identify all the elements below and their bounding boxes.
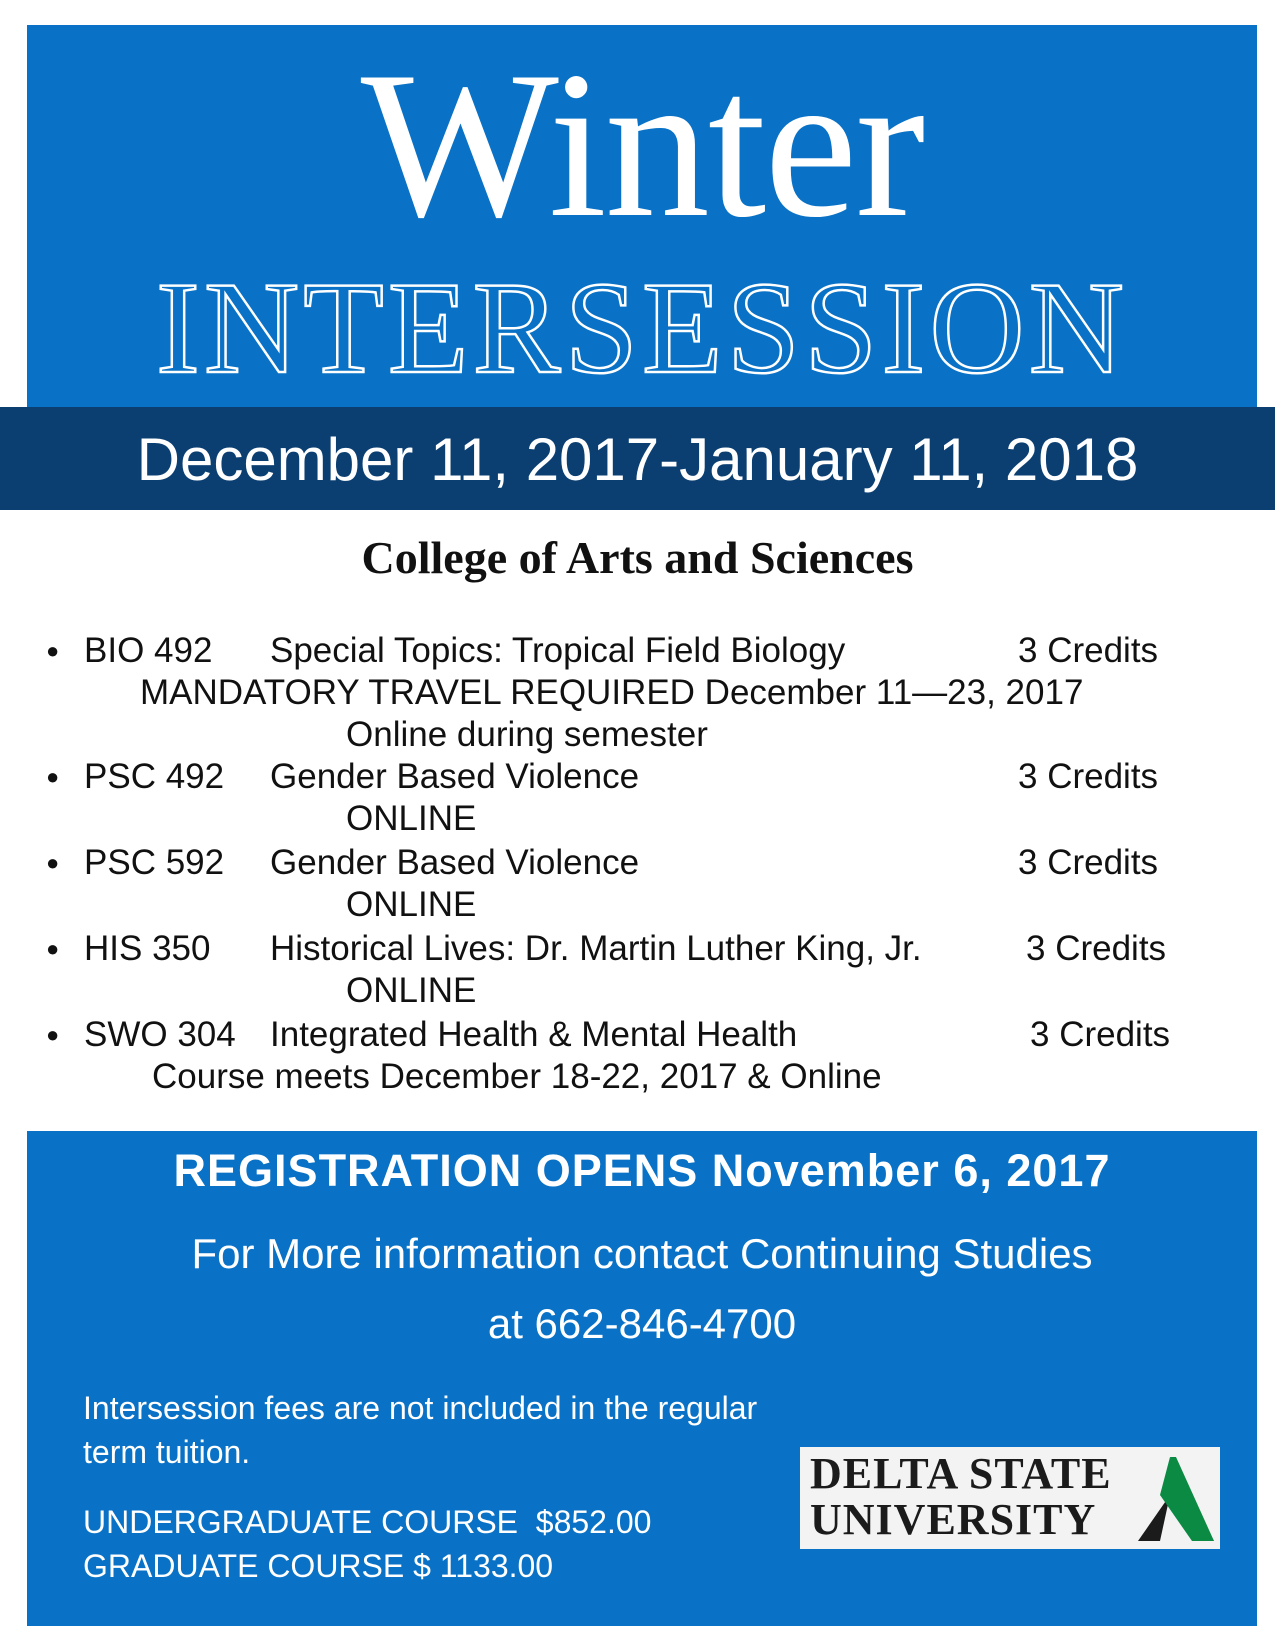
- contact-phone: at 662-846-4700: [487, 1300, 797, 1347]
- list-item: [0, 842, 1275, 884]
- title-winter: Winter: [360, 29, 924, 261]
- course-note: Course meets December 18-22, 2017 & Online: [152, 1057, 882, 1096]
- course-note: ONLINE: [346, 885, 477, 924]
- course-title: Gender Based Violence: [270, 757, 640, 796]
- course-code: SWO 304: [84, 1015, 236, 1054]
- course-credits: 3 Credits: [1018, 757, 1159, 796]
- college-heading: College of Arts and Sciences: [361, 532, 914, 583]
- list-item: [0, 1014, 1275, 1056]
- course-code: HIS 350: [84, 929, 211, 968]
- course-credits: 3 Credits: [1018, 631, 1159, 670]
- fees-note: Intersession fees are not included in the regular term tuition.: [83, 1390, 758, 1470]
- list-item: [0, 630, 1275, 672]
- course-code: BIO 492: [84, 631, 213, 670]
- course-title: Gender Based Violence: [270, 843, 640, 882]
- undergraduate-fee: UNDERGRADUATE COURSE $852.00: [83, 1504, 652, 1540]
- course-credits: 3 Credits: [1026, 929, 1167, 968]
- registration-panel: [27, 1131, 1257, 1626]
- course-credits: 3 Credits: [1018, 843, 1159, 882]
- bullet-icon: ●: [46, 1022, 60, 1047]
- title-banner: [27, 25, 1257, 407]
- bullet-icon: ●: [46, 764, 60, 789]
- course-note: Online during semester: [346, 715, 708, 754]
- session-dates: December 11, 2017-January 11, 2018: [136, 426, 1139, 493]
- dates-band: [0, 407, 1275, 510]
- logo-text-line2: UNIVERSITY: [810, 1495, 1097, 1544]
- course-title: Integrated Health & Mental Health: [270, 1015, 798, 1054]
- registration-headline: REGISTRATION OPENS November 6, 2017: [173, 1145, 1111, 1196]
- bullet-icon: ●: [46, 850, 60, 875]
- course-note: ONLINE: [346, 971, 477, 1010]
- course-title: Special Topics: Tropical Field Biology: [270, 631, 846, 670]
- course-code: PSC 492: [84, 757, 225, 796]
- graduate-fee: GRADUATE COURSE $ 1133.00: [83, 1548, 554, 1584]
- delta-mark-icon: [1130, 1455, 1216, 1543]
- contact-line: For More information contact Continuing Studies: [191, 1230, 1093, 1277]
- bullet-icon: ●: [46, 638, 60, 663]
- course-credits: 3 Credits: [1030, 1015, 1171, 1054]
- list-item: [0, 756, 1275, 798]
- title-intersession: INTERSESSION: [155, 254, 1129, 401]
- logo-text-line1: DELTA STATE: [810, 1449, 1112, 1498]
- course-title: Historical Lives: Dr. Martin Luther King, Jr.: [270, 929, 922, 968]
- course-note: ONLINE: [346, 799, 477, 838]
- university-logo: [800, 1447, 1220, 1549]
- course-note: MANDATORY TRAVEL REQUIRED December 11—23, 2017: [140, 673, 1084, 712]
- course-code: PSC 592: [84, 843, 225, 882]
- list-item: [0, 928, 1275, 970]
- bullet-icon: ●: [46, 936, 60, 961]
